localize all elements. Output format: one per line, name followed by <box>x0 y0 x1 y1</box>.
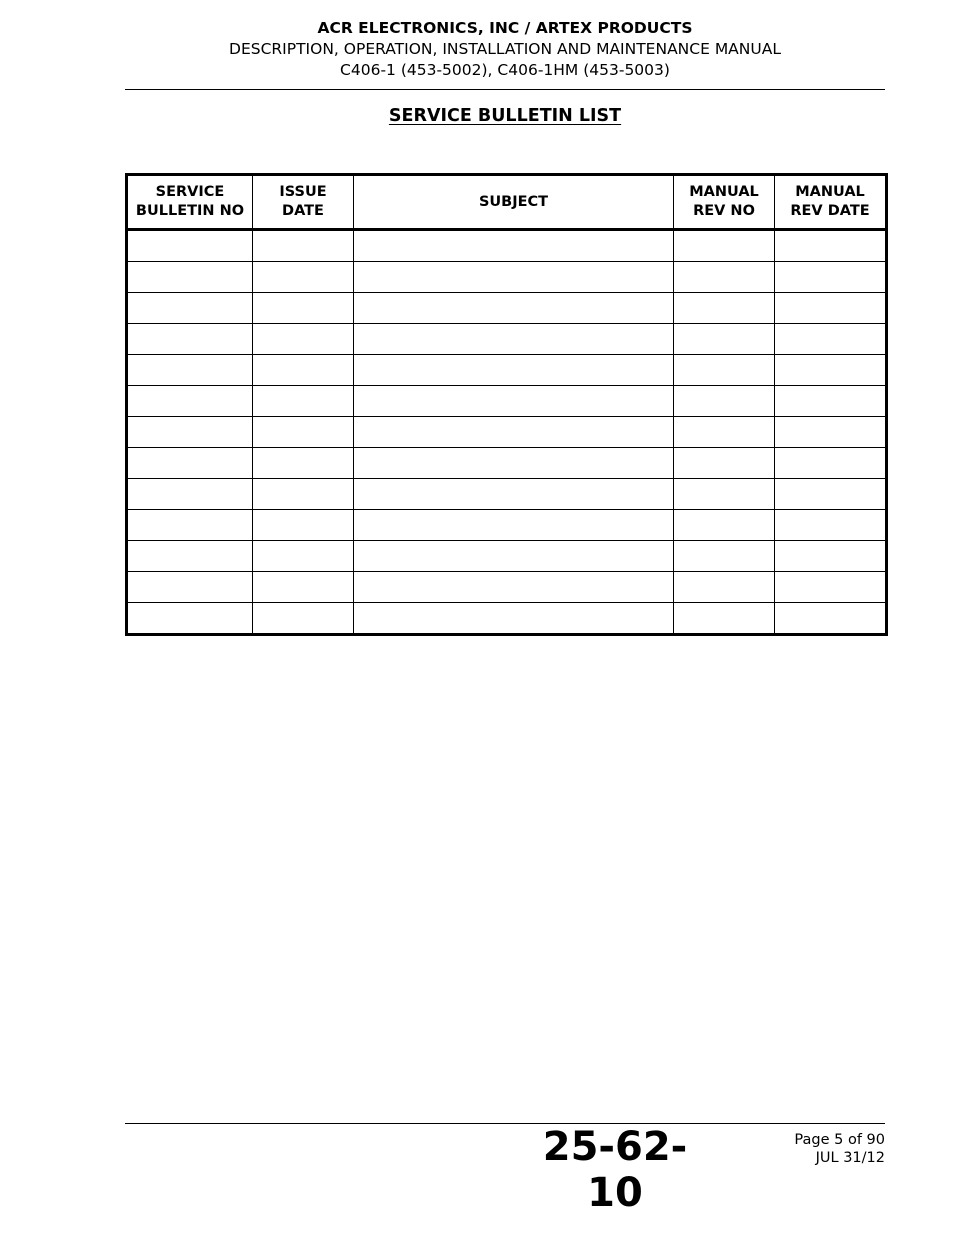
table-cell <box>127 572 253 603</box>
table-cell <box>354 572 674 603</box>
company-name: ACR ELECTRONICS, INC / ARTEX PRODUCTS <box>317 19 693 37</box>
manual-title: DESCRIPTION, OPERATION, INSTALLATION AND MAINTENANCE MANUAL <box>229 40 781 58</box>
table-cell <box>253 262 354 293</box>
table-cell <box>354 324 674 355</box>
table-cell <box>674 479 775 510</box>
column-header-line: BULLETIN NO <box>135 203 245 219</box>
table-cell <box>253 386 354 417</box>
page-number: Page 5 of 90 <box>794 1132 885 1148</box>
table-cell <box>127 262 253 293</box>
table-cell <box>674 417 775 448</box>
table-cell <box>674 230 775 262</box>
table-cell <box>674 572 775 603</box>
table-cell <box>775 355 887 386</box>
table-row <box>127 510 887 541</box>
table-cell <box>775 293 887 324</box>
table-cell <box>775 417 887 448</box>
column-header-line: SUBJECT <box>478 193 549 210</box>
table-cell <box>775 448 887 479</box>
table-cell <box>253 572 354 603</box>
table-row <box>127 479 887 510</box>
table-cell <box>127 541 253 572</box>
column-header-line: ISSUE <box>279 184 327 200</box>
table-cell <box>253 324 354 355</box>
column-header-line: REV NO <box>693 203 755 219</box>
table-cell <box>775 262 887 293</box>
table-cell <box>127 386 253 417</box>
header-divider <box>125 89 885 90</box>
table-row <box>127 603 887 635</box>
table-cell <box>354 262 674 293</box>
table-cell <box>775 572 887 603</box>
table-cell <box>674 541 775 572</box>
table-cell <box>674 448 775 479</box>
table-cell <box>775 510 887 541</box>
table-cell <box>674 603 775 635</box>
table-cell <box>354 230 674 262</box>
table-row <box>127 541 887 572</box>
service-bulletin-table <box>125 173 888 636</box>
table-row <box>127 324 887 355</box>
table-cell <box>127 324 253 355</box>
table-cell <box>775 541 887 572</box>
table-cell <box>253 541 354 572</box>
table-cell <box>354 417 674 448</box>
table-cell <box>253 417 354 448</box>
table-cell <box>354 479 674 510</box>
page-title: SERVICE BULLETIN LIST <box>388 106 622 126</box>
table-cell <box>775 479 887 510</box>
table-cell <box>674 386 775 417</box>
table-row <box>127 572 887 603</box>
table-cell <box>253 603 354 635</box>
table-row <box>127 417 887 448</box>
column-header-line: REV DATE <box>790 203 870 219</box>
table-cell <box>354 293 674 324</box>
table-row <box>127 262 887 293</box>
table-cell <box>127 293 253 324</box>
column-header-line: SERVICE <box>155 184 225 200</box>
table-body <box>127 230 887 635</box>
table-row <box>127 230 887 262</box>
table-cell <box>354 355 674 386</box>
table-cell <box>775 386 887 417</box>
document-header <box>125 18 885 81</box>
table-cell <box>253 355 354 386</box>
table-cell <box>127 355 253 386</box>
table-cell <box>775 603 887 635</box>
table-header-row <box>127 175 887 230</box>
table-cell <box>253 293 354 324</box>
table-cell <box>253 230 354 262</box>
page-info <box>735 1131 885 1167</box>
table-cell <box>253 510 354 541</box>
table-row <box>127 355 887 386</box>
table-cell <box>674 262 775 293</box>
table-cell <box>354 448 674 479</box>
table-row <box>127 386 887 417</box>
table-cell <box>127 448 253 479</box>
table-cell <box>127 603 253 635</box>
table-cell <box>127 510 253 541</box>
table-cell <box>674 324 775 355</box>
model-numbers: C406-1 (453-5002), C406-1HM (453-5003) <box>340 61 670 79</box>
footer-divider <box>125 1123 885 1124</box>
column-header-line: DATE <box>282 203 324 219</box>
table-cell <box>775 324 887 355</box>
column-header-manual-rev-no <box>674 175 775 230</box>
column-header-manual-rev-date <box>775 175 887 230</box>
table-cell <box>674 355 775 386</box>
table-cell <box>253 448 354 479</box>
table-cell <box>354 603 674 635</box>
table-cell <box>674 293 775 324</box>
table-row <box>127 448 887 479</box>
table-cell <box>127 417 253 448</box>
table-cell <box>127 479 253 510</box>
column-header-issue-date <box>253 175 354 230</box>
table-row <box>127 293 887 324</box>
table-cell <box>354 510 674 541</box>
column-header-line: MANUAL <box>689 184 759 200</box>
table-cell <box>674 510 775 541</box>
column-header-subject <box>354 175 674 230</box>
table-cell <box>354 541 674 572</box>
table-cell <box>775 230 887 262</box>
column-header-service-bulletin-no <box>127 175 253 230</box>
document-number: 25-62-10 <box>542 1124 688 1216</box>
table-cell <box>253 479 354 510</box>
revision-date: JUL 31/12 <box>815 1150 885 1166</box>
table-cell <box>127 230 253 262</box>
table-cell <box>354 386 674 417</box>
column-header-line: MANUAL <box>795 184 865 200</box>
